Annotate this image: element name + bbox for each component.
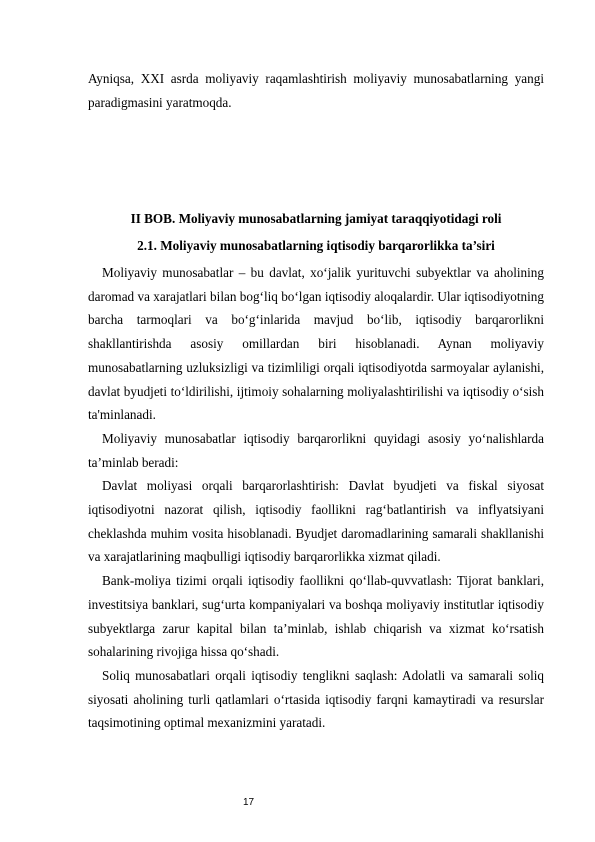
intro-paragraph-block xyxy=(88,67,544,114)
paragraph-banking: Bank-moliya tizimi orqali iqtisodiy faollikni qo‘llab-quvvatlash: Tijorat banklari, investitsiya banklari, sug‘urta kompaniyalari va boshqa moliyaviy institutlar iqtisodiy subyektlarga zarur kapital bilan ta’minlab, ishlab chiqarish va xizmat ko‘rsatish sohalarining rivojiga hissa qo‘shadi. xyxy=(88,573,544,660)
paragraph-state-finance: Davlat moliyasi orqali barqarorlashtirish: Davlat byudjeti va fiskal siyosat iqtisodiyotni nazorat qilish, iqtisodiy faollikni rag‘batlantirish va inflyatsiyani cheklashda muhim vosita hisoblanadi. Byudjet daromadlarining samarali shakllanishi va xarajatlarining maqbulligi iqtisodiy barqarorlikka xizmat qiladi. xyxy=(88,478,544,565)
chapter-title: II BOB. Moliyaviy munosabatlarning jamiyat taraqqiyotidagi roli xyxy=(130,211,502,226)
page-number: 17 xyxy=(243,797,255,808)
intro-paragraph: Ayniqsa, XXI asrda moliyaviy raqamlashtirish moliyaviy munosabatlarning yangi paradigmasini yaratmoqda. xyxy=(88,71,544,110)
paragraph-directions: Moliyaviy munosabatlar iqtisodiy barqarorlikni quyidagi asosiy yo‘nalishlarda ta’minlab beradi: xyxy=(88,430,544,470)
body-text xyxy=(88,261,544,735)
paragraph-definition: Moliyaviy munosabatlar – bu davlat, xo‘jalik yurituvchi subyektlar va aholining daromad va xarajatlari bilan bog‘liq bo‘lgan iqtisodiy aloqalardir. Ular iqtisodiyotning barcha tarmoqlari va bo‘g‘inlarida mavjud bo‘lib, iqtisodiy barqarorlikni shakllantirishda asosiy omillardan biri hisoblanadi. Aynan moliyaviy munosabatlarning uzluksizligi va tizimliligi orqali iqtisodiyotda sarmoyalar aylanishi, davlat byudjeti to‘ldirilishi, ijtimoiy sohalarning moliyalashtirilishi va iqtisodiy o‘sish ta'minlanadi. xyxy=(88,265,544,423)
section-title: 2.1. Moliyaviy munosabatlarning iqtisodiy barqarorlikka ta’siri xyxy=(137,238,495,253)
paragraph-tax: Soliq munosabatlari orqali iqtisodiy tenglikni saqlash: Adolatli va samarali soliq siyosati aholining turli qatlamlari o‘rtasida iqtisodiy farqni kamaytiradi va resurslar taqsimotining optimal mexanizmini yaratadi. xyxy=(88,667,544,731)
